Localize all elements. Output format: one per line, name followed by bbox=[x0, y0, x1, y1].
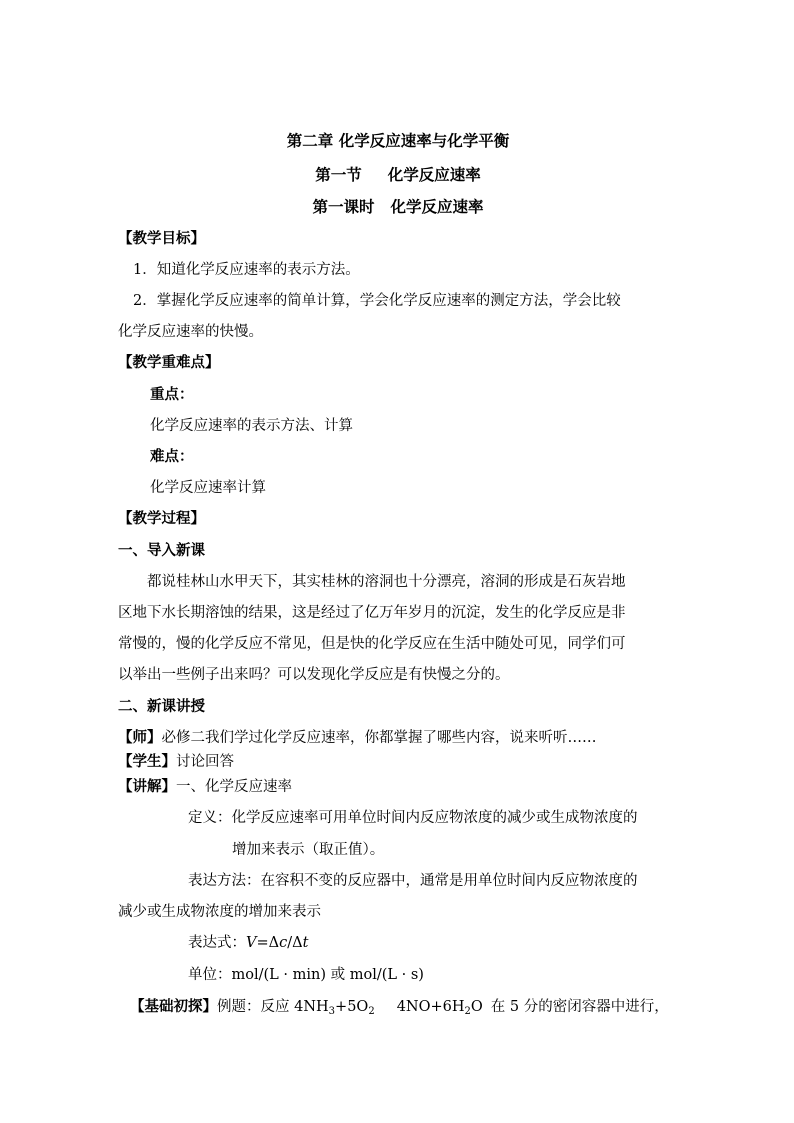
teacher-tag: 【师】 bbox=[118, 730, 162, 746]
lesson-name: 化学反应速率 bbox=[390, 198, 484, 216]
goals-heading: 【教学目标】 bbox=[118, 231, 205, 247]
key-text: 化学反应速率的表示方法、计算 bbox=[150, 418, 353, 434]
example-mid-1: +5O bbox=[335, 999, 369, 1015]
intro-line-3: 常慢的，慢的化学反应不常见，但是快的化学反应在生活中随处可见，同学们可 bbox=[118, 636, 626, 652]
goal-item-2-line-2: 化学反应速率的快慢。 bbox=[118, 324, 263, 340]
keypoints-heading: 【教学重难点】 bbox=[118, 355, 220, 371]
intro-line-2: 区地下水长期溶蚀的结果，这是经过了亿万年岁月的沉淀，发生的化学反应是非 bbox=[118, 605, 626, 621]
formula-c: c bbox=[279, 935, 288, 951]
explain-tag: 【讲解】 bbox=[118, 779, 176, 795]
example-sub-2: 2 bbox=[368, 1006, 375, 1017]
teacher-text: 必修二我们学过化学反应速率，你都掌握了哪些内容，说来听听…… bbox=[161, 730, 597, 746]
goal-item-2-line-1: 2．掌握化学反应速率的简单计算，学会化学反应速率的测定方法，学会比较 bbox=[133, 293, 621, 309]
unit-label: 单位： bbox=[188, 967, 232, 983]
explain-text: 一、化学反应速率 bbox=[176, 779, 292, 795]
section-title bbox=[118, 165, 678, 185]
example-sub-3: 2 bbox=[464, 1006, 471, 1017]
definition-line-2: 增加来表示（取正值）。 bbox=[232, 842, 385, 858]
lesson-title bbox=[118, 197, 678, 217]
example-line bbox=[130, 997, 690, 1017]
intro-line-1: 都说桂林山水甲天下，其实桂林的溶洞也十分漂亮，溶洞的形成是石灰岩地 bbox=[147, 574, 626, 590]
part2-heading: 二、新课讲授 bbox=[118, 699, 205, 715]
formula-t: t bbox=[302, 935, 309, 951]
example-mid-3: O bbox=[470, 999, 483, 1015]
unit-line bbox=[188, 965, 748, 985]
explain-line bbox=[118, 777, 678, 797]
student-line bbox=[118, 752, 678, 772]
lesson-number: 第一课时 bbox=[312, 198, 375, 216]
definition-line-1: 定义：化学反应速率可用单位时间内反应物浓度的减少或生成物浓度的 bbox=[188, 810, 638, 826]
example-post: 在 5 分的密闭容器中进行， bbox=[490, 999, 669, 1015]
example-sub-1: 3 bbox=[328, 1006, 336, 1017]
formula-div-delta: /Δ bbox=[287, 935, 303, 951]
chapter-title: 第二章 化学反应速率与化学平衡 bbox=[286, 132, 510, 150]
student-tag: 【学生】 bbox=[118, 754, 176, 770]
formula-label: 表达式： bbox=[188, 935, 246, 951]
formula-equals-delta: =Δ bbox=[256, 935, 280, 951]
formula-v: V bbox=[246, 935, 257, 951]
method-line-2: 减少或生成物浓度的增加来表示 bbox=[118, 904, 321, 920]
intro-line-4: 以举出一些例子出来吗？可以发现化学反应是有快慢之分的。 bbox=[118, 667, 510, 683]
difficult-text: 化学反应速率计算 bbox=[150, 480, 266, 496]
section-name: 化学反应速率 bbox=[387, 166, 481, 184]
part1-heading: 一、导入新课 bbox=[118, 543, 205, 559]
teacher-line bbox=[118, 728, 678, 748]
goal-item-1: 1．知道化学反应速率的表示方法。 bbox=[133, 262, 360, 278]
process-heading: 【教学过程】 bbox=[118, 511, 205, 527]
section-number: 第一节 bbox=[315, 166, 362, 184]
key-label: 重点： bbox=[150, 387, 194, 403]
formula-line bbox=[188, 933, 748, 953]
student-text: 讨论回答 bbox=[176, 754, 234, 770]
method-line-1: 表达方法：在容积不变的反应器中，通常是用单位时间内反应物浓度的 bbox=[188, 873, 638, 889]
unit-text: mol/(L · min) 或 mol/(L · s) bbox=[231, 967, 424, 983]
example-mid-2: 4NO+6H bbox=[396, 999, 465, 1015]
difficult-label: 难点： bbox=[150, 449, 194, 465]
example-pre: 例题：反应 4NH bbox=[217, 999, 329, 1015]
example-tag: 【基础初探】 bbox=[130, 999, 217, 1015]
